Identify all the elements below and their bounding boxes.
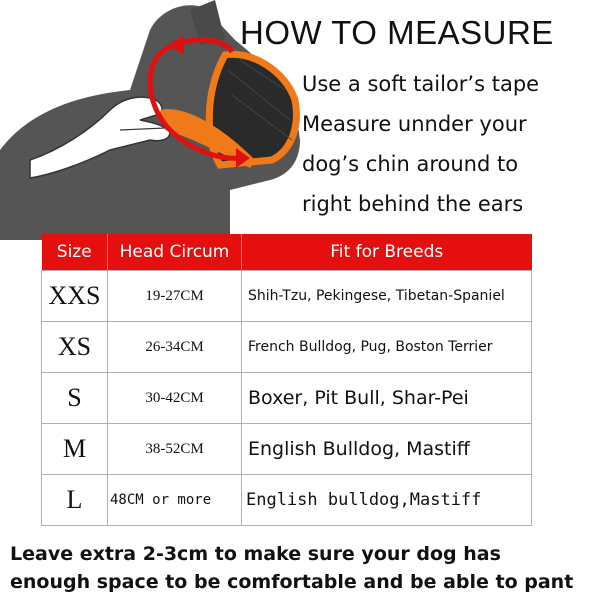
size-cell: S xyxy=(42,373,108,424)
instruction-line: Use a soft tailor’s tape xyxy=(302,72,540,96)
circumference-cell: 19-27CM xyxy=(108,271,242,322)
table-row xyxy=(42,424,532,475)
size-cell: XXS xyxy=(42,271,108,322)
header-head-circum: Head Circum xyxy=(108,234,242,271)
instruction-line: dog’s chin around to xyxy=(302,152,519,176)
note-line: enough space to be comfortable and be able to pant xyxy=(10,571,574,593)
page-title: HOW TO MEASURE xyxy=(240,14,554,51)
circumference-cell: 48CM or more xyxy=(108,475,242,526)
table-row xyxy=(42,475,532,526)
table-row xyxy=(42,322,532,373)
breeds-cell: English bulldog,Mastiff xyxy=(242,475,532,526)
circumference-cell: 30-42CM xyxy=(108,373,242,424)
breeds-cell: French Bulldog, Pug, Boston Terrier xyxy=(242,322,532,373)
instruction-line: Measure unnder your xyxy=(302,112,527,136)
table-row xyxy=(42,271,532,322)
size-chart-table xyxy=(41,234,532,526)
circumference-cell: 38-52CM xyxy=(108,424,242,475)
circumference-cell: 26-34CM xyxy=(108,322,242,373)
instruction-line: right behind the ears xyxy=(302,192,524,216)
breeds-cell: English Bulldog, Mastiff xyxy=(242,424,532,475)
header-size: Size xyxy=(42,234,108,271)
breeds-cell: Shih-Tzu, Pekingese, Tibetan-Spaniel xyxy=(242,271,532,322)
table-header-row xyxy=(42,234,532,271)
measure-instructions xyxy=(302,64,598,224)
breeds-cell: Boxer, Pit Bull, Shar-Pei xyxy=(242,373,532,424)
table-row xyxy=(42,373,532,424)
note-line: Leave extra 2-3cm to make sure your dog has xyxy=(10,543,501,565)
size-cell: M xyxy=(42,424,108,475)
size-cell: L xyxy=(42,475,108,526)
fit-note xyxy=(10,540,600,596)
header-fit-for-breeds: Fit for Breeds xyxy=(242,234,532,271)
size-cell: XS xyxy=(42,322,108,373)
